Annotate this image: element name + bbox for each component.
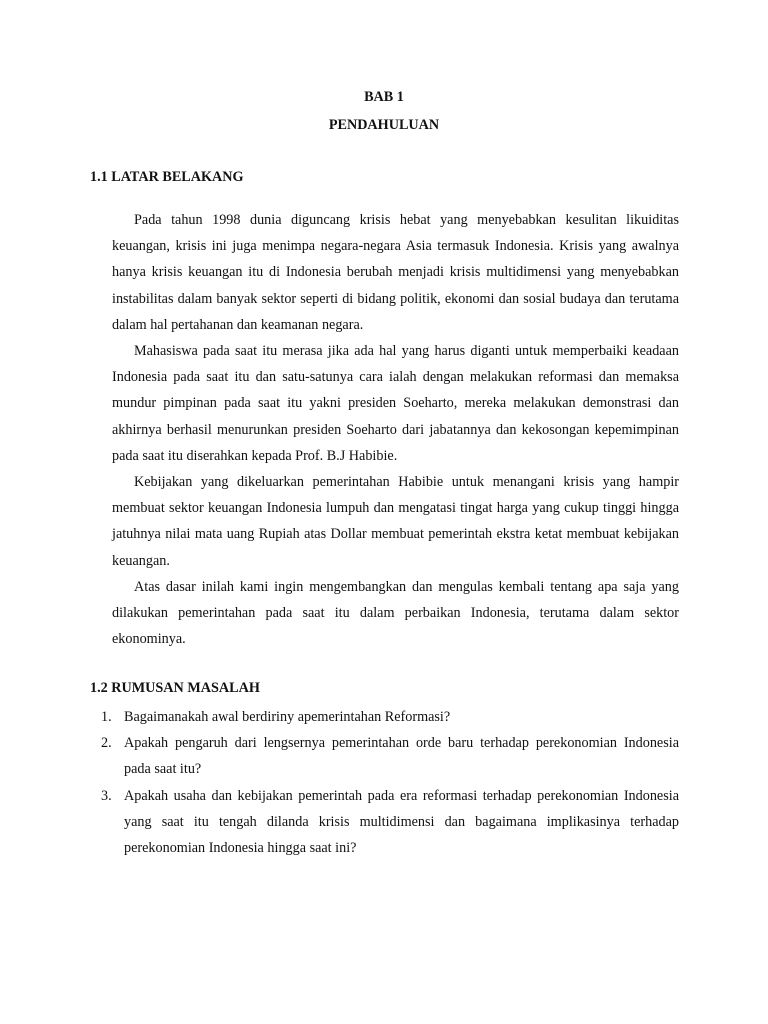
list-item-text: Bagaimanakah awal berdiriny apemerintahan Reformasi? xyxy=(124,709,451,725)
list-item xyxy=(90,730,679,782)
list-item-text: Apakah usaha dan kebijakan pemerintah pada era reformasi terhadap perekonomian Indonesia yang saat itu tengah dilanda krisis multidimensi dan bagaimana implikasinya terhadap perekonomian Indonesia hingga saat ini? xyxy=(124,787,679,857)
paragraph: Pada tahun 1998 dunia diguncang krisis hebat yang menyebabkan kesulitan likuiditas keuangan, krisis ini juga menimpa negara-negara Asia termasuk Indonesia. Krisis yang awalnya hanya krisis keuangan itu di Indonesia berubah menjadi krisis multidimensi yang menyebabkan instabilitas dalam banyak sektor seperti di bidang politik, ekonomi dan sosial budaya dan terutama dalam hal pertahanan dan keamanan negara. xyxy=(112,212,679,333)
list-item-text: Apakah pengaruh dari lengsernya pemerintahan orde baru terhadap perekonomian Indonesia pada saat itu? xyxy=(124,735,679,778)
section-heading-latar-belakang: 1.1 LATAR BELAKANG xyxy=(90,169,244,185)
chapter-number: BAB 1 xyxy=(364,89,404,105)
problem-list xyxy=(90,704,679,861)
list-item xyxy=(90,783,679,862)
list-item-number: 2. xyxy=(101,735,112,752)
list-item-number: 3. xyxy=(101,787,112,804)
background-body xyxy=(112,207,679,652)
list-item-number: 1. xyxy=(101,709,112,725)
paragraph: Kebijakan yang dikeluarkan pemerintahan Habibie untuk menangani krisis yang hampir membuat sektor keuangan Indonesia lumpuh dan mengatasi tingat harga yang cukup tinggi hingga jatuhnya nilai mata uang Rupiah atas Dollar membuat pemerintah ekstra ketat membuat kebijakan keuangan. xyxy=(112,474,679,569)
paragraph: Mahasiswa pada saat itu merasa jika ada hal yang harus diganti untuk memperbaiki keadaan Indonesia pada saat itu dan satu-satunya cara ialah dengan melakukan reformasi dan memaksa mundur pimpinan pada saat itu yakni presiden Soeharto, mereka melakukan demonstrasi dan akhirnya berhasil menurunkan presiden Soeharto dari jabatannya dan kekosongan kepemimpinan pada saat itu diserahkan kepada Prof. B.J Habibie. xyxy=(112,343,679,464)
section-heading-rumusan-masalah: 1.2 RUMUSAN MASALAH xyxy=(90,680,260,696)
list-item xyxy=(90,704,679,730)
paragraph: Atas dasar inilah kami ingin mengembangkan dan mengulas kembali tentang apa saja yang dilakukan pemerintahan pada saat itu dalam perbaikan Indonesia, terutama dalam sektor ekonominya. xyxy=(112,578,679,648)
chapter-title: PENDAHULUAN xyxy=(328,117,440,133)
